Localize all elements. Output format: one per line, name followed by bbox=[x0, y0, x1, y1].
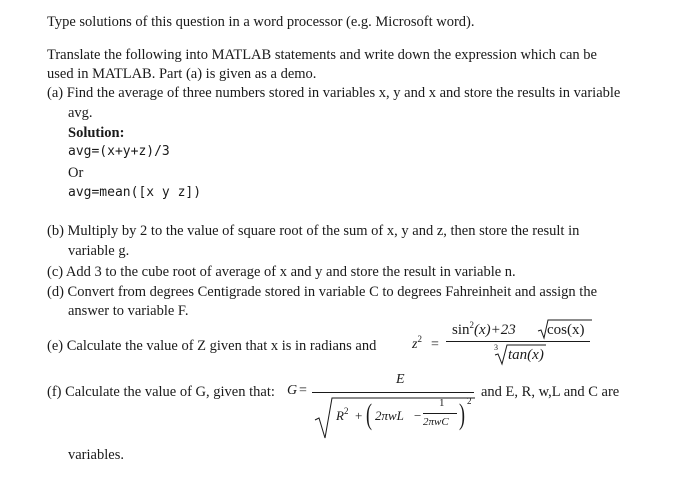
part-f-last-line: variables. bbox=[68, 447, 124, 463]
formula-g-equals: = bbox=[299, 383, 307, 398]
code-line-2: avg=mean([x y z]) bbox=[68, 185, 202, 200]
part-a-line-2: avg. bbox=[68, 105, 93, 121]
formula-g-inner-den: 2πwC bbox=[423, 416, 449, 428]
formula-z-root-index: 3 bbox=[494, 343, 498, 352]
or-text: Or bbox=[68, 165, 84, 181]
part-f-text: (f) Calculate the value of G, given that: bbox=[47, 384, 275, 400]
formula-g-r: $R^2$ bbox=[336, 406, 349, 423]
formula-z-sqrt-cos: cos(x) bbox=[547, 322, 585, 338]
part-c-text: (c) Add 3 to the cube root of average of x and y and store the result in variable n. bbox=[47, 264, 516, 280]
formula-g-inner-num: 1 bbox=[439, 397, 445, 409]
part-a-line-1: (a) Find the average of three numbers stored in variables x, y and x and store the results in variable bbox=[47, 85, 621, 101]
intro-line-1: Translate the following into MATLAB statements and write down the expression which can be bbox=[47, 47, 597, 63]
formula-g-term1: 2πwL bbox=[375, 408, 404, 423]
formula-z-lhs: $z^2$ bbox=[412, 334, 422, 352]
part-e-text: (e) Calculate the value of Z given that x is in radians and bbox=[47, 338, 377, 354]
part-f-tail: and E, R, w,L and C are bbox=[481, 384, 620, 400]
formula-g-minus: − bbox=[414, 408, 422, 423]
formula-g-paren-exp: 2 bbox=[467, 396, 472, 406]
formula-g-left-paren: ( bbox=[366, 398, 372, 431]
formula-g-lhs: G bbox=[287, 383, 298, 398]
part-d-line-1: (d) Convert from degrees Centigrade stored in variable C to degrees Fahreinheit and assign the bbox=[47, 284, 598, 300]
formula-g-plus: + bbox=[355, 408, 363, 423]
formula-z-fraction-bar bbox=[446, 341, 590, 342]
intro-line-2: used in MATLAB. Part (a) is given as a demo. bbox=[47, 66, 317, 82]
part-d-line-2: answer to variable F. bbox=[68, 303, 189, 319]
part-b-line-2: variable g. bbox=[68, 243, 130, 259]
formula-g-right-paren: ) bbox=[459, 398, 465, 431]
formula-z-denominator: tan(x) bbox=[508, 347, 544, 363]
formula-z-numerator: $\sin^2(x)+23$ bbox=[452, 320, 516, 338]
code-line-1: avg=(x+y+z)/3 bbox=[68, 144, 170, 159]
formula-g-inner-bar bbox=[423, 413, 457, 414]
part-b-line-1: (b) Multiply by 2 to the value of square root of the sum of x, y and z, then store the result in bbox=[47, 223, 580, 239]
formula-g-fraction-bar bbox=[312, 392, 474, 393]
solution-label: Solution: bbox=[68, 125, 125, 141]
heading-text: Type solutions of this question in a word processor (e.g. Microsoft word). bbox=[47, 14, 475, 30]
formula-z-equals: = bbox=[431, 337, 439, 352]
formula-g-numerator: E bbox=[396, 372, 405, 387]
